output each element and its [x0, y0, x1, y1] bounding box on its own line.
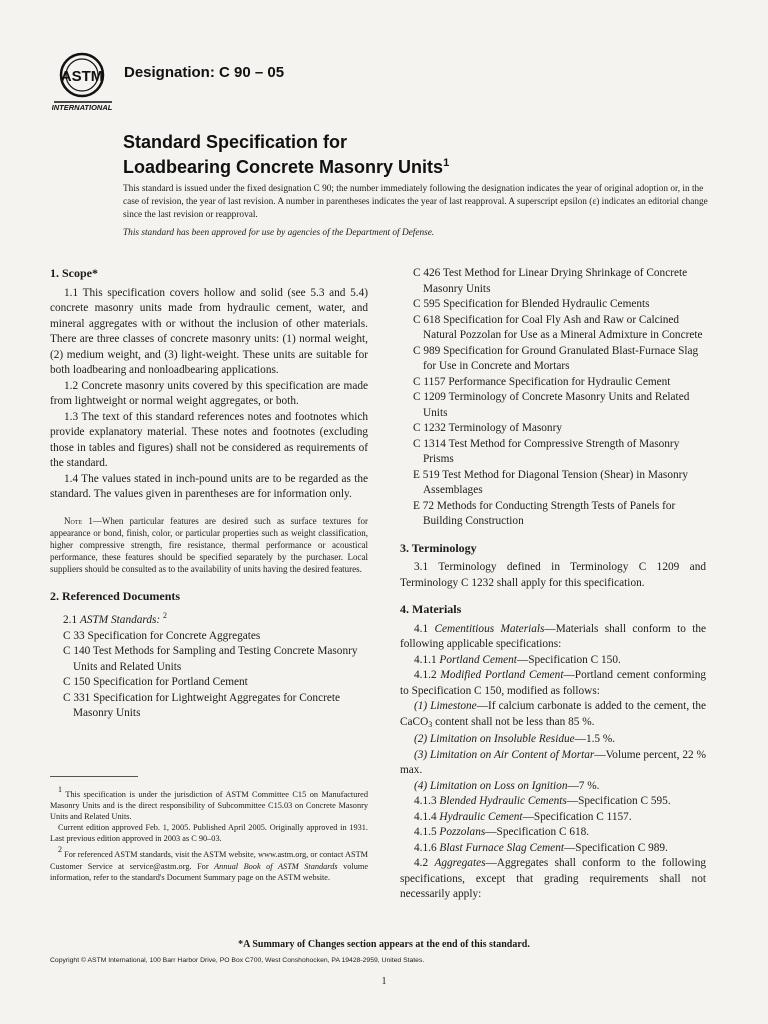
reference-item: C 150 Specification for Portland Cement — [63, 676, 248, 689]
materials-4-1-6: 4.1.6 Blast Furnace Slag Cement—Specification C 989. — [414, 841, 668, 854]
title-footnote-mark: 1 — [443, 157, 450, 169]
reference-item: C 1232 Terminology of Masonry — [413, 422, 562, 434]
materials-4-1: 4.1 Cementitious Materials—Materials shall conform to the following applicable specifications: — [400, 622, 707, 650]
reference-item: C 426 Test Method for Linear Drying Shrinkage of Concrete Masonry Units — [413, 267, 688, 295]
title-line-1: Standard Specification for — [123, 132, 348, 152]
materials-4-1-1: 4.1.1 Portland Cement—Specification C 150. — [414, 653, 621, 666]
designation: Designation: C 90 – 05 — [124, 64, 285, 81]
copyright-line: Copyright © ASTM International, 100 Barr Harbor Drive, PO Box C700, West Conshohocken, PA 19428-2959, United States. — [50, 957, 425, 964]
materials-4-1-3: 4.1.3 Blended Hydraulic Cements—Specification C 595. — [414, 795, 671, 807]
reference-item: C 140 Test Methods for Sampling and Testing Concrete Masonry Units and Related Units — [63, 645, 358, 673]
reference-item: C 989 Specification for Ground Granulated Blast-Furnace Slag for Use in Concrete and Mortars — [413, 344, 699, 372]
scope-1-3: 1.3 The text of this standard references notes and footnotes which provide explanatory material. These notes and footnotes (excluding those in tables and figures) shall not be considered as requirements of the standard. — [50, 410, 368, 469]
footnotes — [50, 784, 368, 883]
footnote-2: 2 For referenced ASTM standards, visit the ASTM website, www.astm.org, or contact ASTM Customer Service at service@astm.org. For Annual Book of ASTM Standards volume information, refer to the standard's Document Summary page on the ASTM website. — [50, 845, 369, 882]
insoluble-residue-item: (2) Limitation on Insoluble Residue—1.5 %. — [414, 733, 616, 745]
limestone-item: (1) Limestone—If calcium carbonate is added to the cement, the CaCO$_3$ content shall not be less than 85 %. — [400, 700, 707, 729]
ref-sub-num: 2.1 — [63, 614, 78, 627]
scope-1-4: 1.4 The values stated in inch-pound units are to be regarded as the standard. The values given in parentheses are for information only. — [50, 472, 368, 500]
references-heading: 2. Referenced Documents — [50, 588, 181, 603]
issued-note: This standard is issued under the fixed designation C 90; the number immediately following the designation indicates the year of original adoption or, in the case of revision, the year of last revision. A number in parentheses indicates the year of last reapproval. A superscript epsilon (ε) indicates an editorial change since the last revision or reapproval. — [123, 184, 708, 220]
ref-sub-footnote: 2 — [163, 611, 168, 621]
footnote-1: 1 This specification is under the jurisdiction of ASTM Committee C15 on Manufactured Masonry Units and is the direct responsibility of Subcommittee C15.03 on Concrete Masonry Units and Related Units. — [50, 785, 368, 822]
reference-item: C 595 Specification for Blended Hydraulic Cements — [413, 298, 650, 310]
reference-item: C 1209 Terminology of Concrete Masonry Units and Related Units — [413, 391, 690, 419]
scope-1-1: 1.1 This specification covers hollow and solid (see 5.3 and 5.4) concrete masonry units made from hydraulic cement, water, and mineral aggregates with or without the inclusion of other materials. There are three classes of concrete masonry units: (1) normal weight, (2) medium weight, and (3) light-weight. These units are suitable for both loadbearing and nonloadbearing applications. — [50, 286, 368, 376]
scope-heading: 1. Scope* — [50, 266, 98, 280]
ref-sub-title: ASTM Standards: — [79, 614, 161, 627]
reference-item: C 618 Specification for Coal Fly Ash and Raw or Calcined Natural Pozzolan for Use as a Mineral Admixture in Concrete — [413, 313, 703, 341]
right-column — [400, 266, 706, 903]
scope-1-2: 1.2 Concrete masonry units covered by this specification are made from lightweight or normal weight aggregates, or both. — [50, 379, 368, 407]
summary-of-changes-note: *A Summary of Changes section appears at the end of this standard. — [238, 939, 530, 950]
materials-4-1-4: 4.1.4 Hydraulic Cement—Specification C 1157. — [414, 810, 632, 823]
terminology-3-1: 3.1 Terminology defined in Terminology C 1209 and Terminology C 1232 shall apply for this specification. — [400, 561, 706, 589]
reference-item: C 33 Specification for Concrete Aggregates — [63, 629, 261, 642]
logo-text: ASTM — [60, 68, 104, 85]
materials-4-1-2: 4.1.2 Modified Portland Cement—Portland cement conforming to Specification C 150, modified as follows: — [400, 669, 706, 697]
reference-item: C 1157 Performance Specification for Hydraulic Cement — [413, 375, 671, 388]
materials-4-2: 4.2 Aggregates—Aggregates shall conform to the following specifications, except that grading requirements shall not necessarily apply: — [400, 857, 706, 900]
page-title — [123, 132, 449, 178]
note-text: —When particular features are desired such as surface textures for appearance or bond, finish, color, or particular properties such as weight classification, higher compressive strength, fire resistance, thermal performance or acoustical performance, these features should be specified separately by the purchaser. Local suppliers should be consulted as to the availability of units having the desired features. — [50, 515, 368, 575]
approved-note: This standard has been approved for use by agencies of the Department of Defense. — [123, 228, 435, 238]
page-number: 1 — [381, 976, 387, 987]
footnote-divider — [50, 776, 138, 777]
reference-item: E 519 Test Method for Diagonal Tension (Shear) in Masonry Assemblages — [413, 468, 689, 496]
note-label: Note 1 — [64, 515, 93, 526]
intro-block — [123, 183, 713, 240]
note-1 — [50, 515, 368, 576]
air-content-item: (3) Limitation on Air Content of Mortar—Volume percent, 22 % max. — [400, 748, 706, 776]
astm-standards-subhead — [50, 608, 368, 629]
footnote-1-edition: Current edition approved Feb. 1, 2005. Published April 2005. Originally approved in 1931. Last previous edition approved in 2003 as C 90–03. — [50, 823, 368, 844]
reference-item: C 331 Specification for Lightweight Aggregates for Concrete Masonry Units — [63, 691, 341, 720]
title-line-2: Loadbearing Concrete Masonry Units — [123, 157, 444, 177]
left-column — [50, 266, 368, 722]
terminology-heading: 3. Terminology — [400, 540, 477, 555]
loss-on-ignition-item: (4) Limitation on Loss on Ignition—7 %. — [414, 779, 600, 792]
reference-item: E 72 Methods for Conducting Strength Tests of Panels for Building Construction — [413, 499, 676, 527]
logo-caption: INTERNATIONAL — [52, 103, 113, 112]
materials-4-1-5: 4.1.5 Pozzolans—Specification C 618. — [414, 826, 590, 838]
reference-item: C 1314 Test Method for Compressive Strength of Masonry Prisms — [413, 437, 680, 465]
materials-heading: 4. Materials — [400, 602, 462, 616]
astm-logo — [52, 50, 116, 112]
